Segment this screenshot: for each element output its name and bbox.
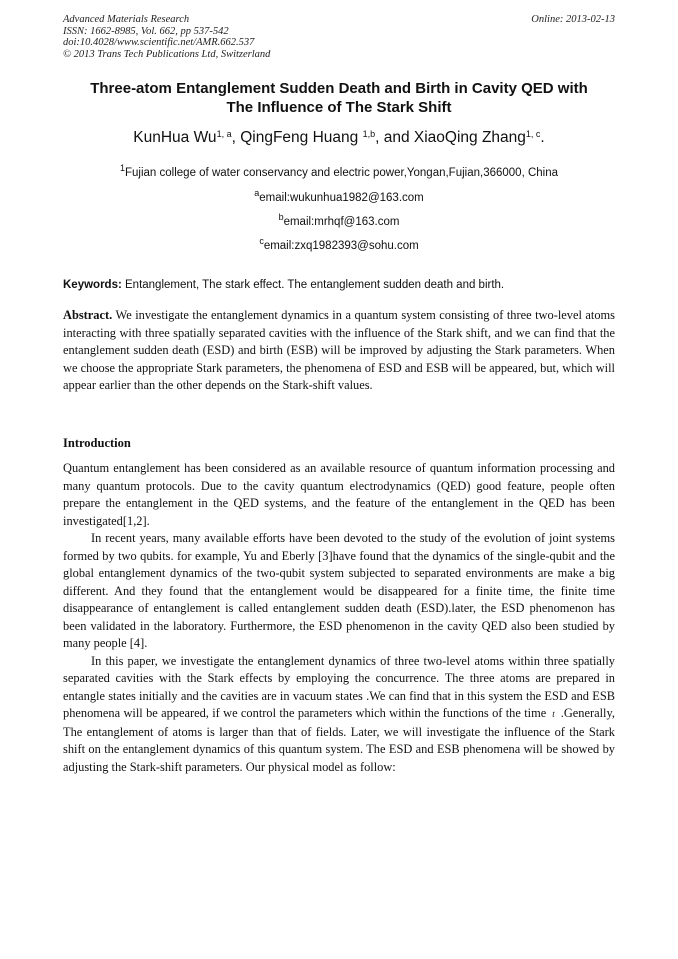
intro-paragraph-3 — [63, 653, 615, 777]
keywords-label: Keywords: — [63, 279, 122, 291]
abstract-label: Abstract. — [63, 308, 113, 322]
author-1: KunHua Wu — [133, 129, 217, 146]
affiliation-text: Fujian college of water conservancy and electric power,Yongan,Fujian,366000, China — [125, 167, 559, 179]
keywords-text: Entanglement, The stark effect. The entanglement sudden death and birth. — [125, 279, 505, 291]
title-line-2: The Influence of The Stark Shift — [226, 99, 452, 116]
intro-paragraph-3-part-a: In this paper, we investigate the entanglement dynamics of three two-level atoms within three spatially separated cavities with the Stark effects by employing the concurrence. The three atoms are prepared in entangle states initially and the cavities are in vacuum states .We can find that in this system the ESD and ESB phenomena will be appeared, if we control the parameters which within the functions of the time — [63, 653, 615, 720]
email-b-sup: b — [278, 212, 284, 223]
affiliation-sup: 1 — [119, 163, 125, 174]
author-3: XiaoQing Zhang — [413, 129, 526, 146]
email-b-text: email:mrhqf@163.com — [283, 216, 400, 228]
copyright-line: © 2013 Trans Tech Publications Ltd, Switzerland — [63, 48, 271, 60]
introduction-heading: Introduction — [63, 436, 131, 450]
author-list: KunHua Wu$^{1, a}$, QingFeng Huang $^{1,b}$, and XiaoQing Zhang$^{1, c}$. — [133, 129, 545, 146]
journal-name: Advanced Materials Research — [63, 14, 190, 25]
introduction-body — [63, 460, 615, 776]
abstract-text: We investigate the entanglement dynamics in a quantum system consisting of three two-level atoms interacting with three spatially separated cavities with the influence of the Stark shift, and we can find that the entanglement sudden death (ESD) and birth (ESB) will be improved by adjusting the Stark parameters. When we choose the appropriate Stark parameters, the phenomena of ESD and ESB will be appeared, but, which will appear earlier than the other depends on the Stark-shift values. — [63, 308, 616, 392]
keywords — [63, 278, 615, 293]
intro-paragraph-1: Quantum entanglement has been considered as an available resource of quantum information processing and many quantum protocols. Due to the cavity quantum electrodynamics (QED) good feature, people often prepare the entanglement in the QED systems, and the feature of the entanglement in the QED has been investigated[1,2]. — [63, 461, 615, 528]
email-b — [63, 212, 615, 230]
paper-title — [63, 79, 615, 117]
intro-paragraph-3-part-b: .Generally, The entanglement of atoms is larger than that of fields. Later, we will investigate the influence of the Stark shift on the entanglement dynamics of this quantum system. The ESD and ESB phenomena will be showed by adjusting the Stark-shift parameters. Our physical model as follow: — [63, 706, 615, 774]
time-variable: t — [552, 709, 555, 719]
email-c — [63, 236, 615, 254]
doi-line: doi:10.4028/www.scientific.net/AMR.662.537 — [63, 37, 255, 48]
abstract — [63, 307, 615, 395]
author-separator: , and — [375, 129, 414, 146]
author-1-sup: 1, a — [216, 129, 232, 140]
email-a — [63, 188, 615, 206]
author-2-sup: 1,b — [362, 129, 376, 140]
issn-line: ISSN: 1662-8985, Vol. 662, pp 537-542 — [63, 25, 229, 37]
online-date: Online: 2013-02-13 — [531, 14, 615, 25]
author-2: QingFeng Huang — [240, 129, 359, 146]
title-line-1: Three-atom Entanglement Sudden Death and Birth in Cavity QED with — [90, 80, 588, 97]
intro-paragraph-2: In recent years, many available efforts have been devoted to the study of the evolution of joint systems formed by two qubits. for example, Yu and Eberly [3]have found that the dynamics of the single-qubit and the global entanglement dynamics of the two-qubit system subjected to separated environments are make a big different. And they found that the entanglement would be disappeared for a finite time, the finite time disappearance of entanglement is called entanglement sudden death (ESD).later, the ESD phenomenon has been validated in the laboratory. Furthermore, the ESD phenomenon in the cavity QED also been studied by many people [4]. — [63, 531, 615, 650]
affiliation — [63, 163, 615, 181]
email-a-text: email:wukunhua1982@163.com — [259, 192, 424, 204]
journal-header — [63, 14, 615, 60]
email-c-sup: c — [259, 236, 264, 247]
author-3-sup: 1, c — [525, 129, 541, 140]
email-c-text: email:zxq1982393@sohu.com — [263, 240, 419, 252]
email-a-sup: a — [254, 188, 260, 199]
